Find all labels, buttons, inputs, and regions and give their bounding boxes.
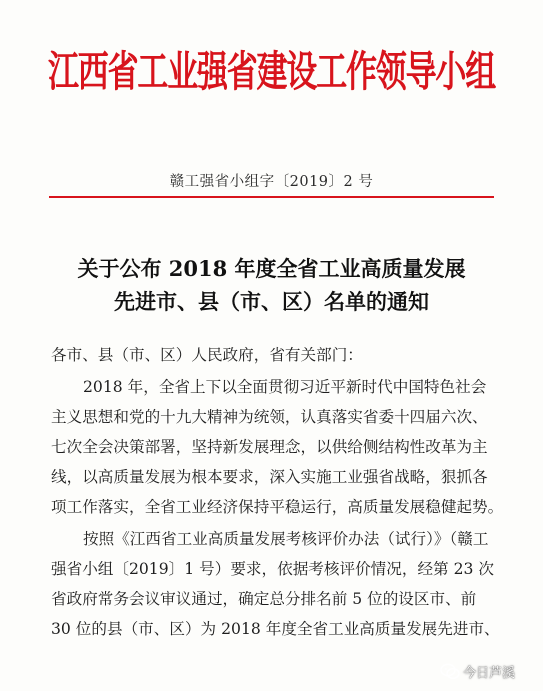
watermark-label: 今日芦溪 <box>463 665 516 681</box>
paragraph-line: 七次全会决策部署，坚持新发展理念，以供给侧结构性改革为主 <box>51 438 488 456</box>
paragraph-line: 项工作落实，全省工业经济保持平稳运行，高质量发展稳健起势。 <box>51 498 504 516</box>
paragraph-line: 主义思想和党的十九大精神为统领，认真落实省委十四届六次、 <box>51 408 488 426</box>
notice-title-line-2: 先进市、县（市、区）名单的通知 <box>114 289 429 314</box>
issuing-organization-header: 江西省工业强省建设工作领导小组 <box>48 47 495 97</box>
wechat-watermark <box>440 660 515 682</box>
document-number: 赣工强省小组字〔2019〕2 号 <box>169 174 374 190</box>
paragraph-line: 30 位的县（市、区）为 2018 年度全省工业高质量发展先进市、 <box>51 620 500 638</box>
paragraph-line: 按照《江西省工业高质量发展考核评价办法（试行）》（赣工 <box>83 530 489 548</box>
paragraph-line: 线，以高质量发展为根本要求，深入实施工业强省战略，狠抓各 <box>51 468 488 486</box>
paragraph-line: 强省小组〔2019〕1 号）要求，依据考核评价情况，经第 23 次 <box>51 560 494 578</box>
salutation: 各市、县（市、区）人民政府，省有关部门： <box>51 346 363 364</box>
wechat-icon <box>440 663 460 680</box>
paragraph-line: 2018 年，全省上下以全面贯彻习近平新时代中国特色社会 <box>83 378 487 396</box>
notice-title-line-1: 关于公布 2018 年度全省工业高质量发展 <box>77 256 466 281</box>
paragraph-line: 省政府常务会议审议通过，确定总分排名前 5 位的设区市、前 <box>51 590 477 608</box>
red-divider-line <box>49 196 494 198</box>
